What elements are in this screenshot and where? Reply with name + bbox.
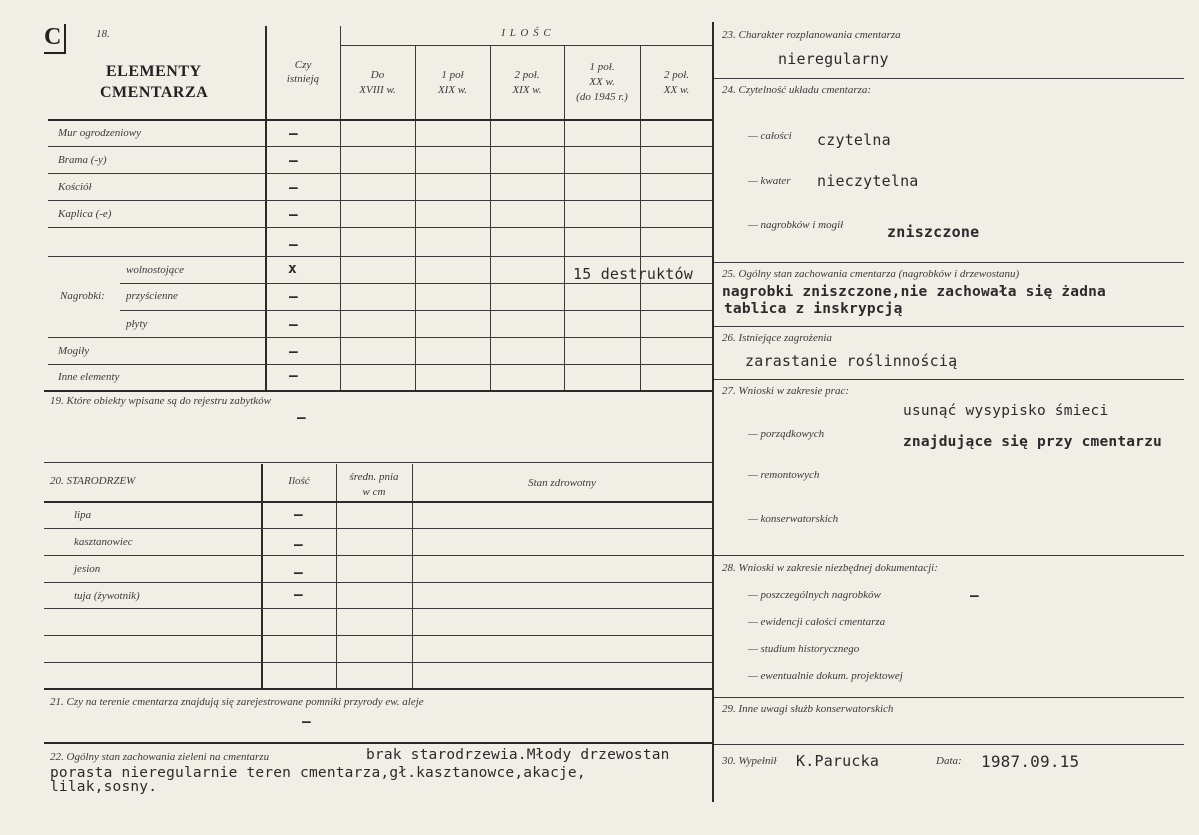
grid-line [48,337,712,338]
s20-col-stan: Stan zdrowotny [528,477,596,489]
grid-line [564,45,565,390]
grid-line [714,744,1184,745]
tree-name: tuja (żywotnik) [74,590,140,602]
s24-calosci-label: — całości [748,130,792,142]
col-header-1xix: 1 poł XIX w. [437,69,468,96]
grid-line [120,310,712,311]
col-header-2xx: 2 poł. XX w. [663,69,690,96]
s20-col-ilosc: Ilość [288,475,310,487]
s21-value: – [302,714,311,730]
s23-value: nieregularny [778,50,889,68]
grid-line [48,227,712,228]
s29-label: 29. Inne uwagi służb konserwatorskich [722,703,894,715]
tree-name: kasztanowiec [74,536,133,548]
grid-line [48,173,712,174]
s25-value-line2: tablica z inskrypcją [724,301,903,317]
tree-count: – [294,537,303,553]
grid-line [490,45,491,390]
grid-line [340,26,341,390]
main-divider [712,22,714,802]
s30-label: 30. Wypełnił [722,755,777,767]
s28-item1-value: – [970,588,979,604]
grid-line [44,501,712,503]
s27-value-line1: usunąć wysypisko śmieci [903,403,1109,419]
section-letter-bar [64,24,66,54]
col-header-czy: Czy istnieją [286,59,320,85]
s25-label: 25. Ogólny stan zachowania cmentarza (nagrobków i drzewostanu) [722,268,1020,280]
grid-line [44,662,712,663]
row-label-wolnostojace: wolnostojące [126,264,185,276]
s18-number: 18. [96,28,110,40]
grid-line [48,256,712,257]
s22-value-line2: porasta nieregularnie teren cmentarza,gł.kasztanowce,akacje, [50,765,586,781]
s24-kwater-value: nieczytelna [817,172,919,190]
grid-line [44,608,712,609]
grid-line [336,464,337,688]
s30-value: K.Parucka [796,752,880,770]
s25-value-line1: nagrobki zniszczone,nie zachowała się żadna [722,284,1106,300]
s30-date-value: 1987.09.15 [981,752,1080,771]
exist-mark: – [289,317,298,333]
row-label-brama: Brama (-y) [58,154,107,166]
grid-line [714,697,1184,698]
grid-line [120,283,712,284]
s28-item2: — ewidencji całości cmentarza [748,616,886,628]
grid-line [714,78,1184,79]
s26-label: 26. Istniejące zagrożenia [722,332,832,344]
row-label-plyty: płyty [126,318,148,330]
s30-date-label: Data: [936,755,962,767]
exist-mark: x [288,261,297,277]
exist-mark: – [289,289,298,305]
col-header-1xx: 1 poł. XX w. (do 1945 r.) [576,61,628,103]
s28-label: 28. Wnioski w zakresie niezbędnej dokumentacji: [722,562,938,574]
row-label-kosciol: Kościół [58,181,92,193]
s24-calosci-value: czytelna [817,131,891,149]
grid-line [640,45,641,390]
s24-nagrobkow-label: — nagrobków i mogił [748,219,844,231]
nagrobki-wolnostojace-value: 15 destruktów [573,265,693,283]
ilosc-header: I L O Ś C [501,27,552,39]
grid-line [48,119,712,121]
s28-item3: — studium historycznego [748,643,860,655]
s27-label: 27. Wnioski w zakresie prac: [722,385,849,397]
grid-line [44,528,712,529]
tree-count: – [294,587,303,603]
grid-line [44,462,712,463]
s24-nagrobkow-value: zniszczone [887,223,980,241]
row-label-mur: Mur ogrodzeniowy [58,127,142,139]
row-label-przyscienne: przyścienne [126,290,178,302]
exist-mark: – [289,207,298,223]
grid-line [714,379,1184,380]
exist-mark: – [289,153,298,169]
exist-mark: – [289,237,298,253]
s24-kwater-label: — kwater [748,175,791,187]
s20-label: 20. STARODRZEW [50,475,136,487]
s20-col-sredn: średn. pnia w cm [349,471,399,498]
nagrobki-label: Nagrobki: [60,290,105,302]
section-letter: C [44,24,62,50]
s18-title-line1: ELEMENTY [106,63,202,80]
s28-item4: — ewentualnie dokum. projektowej [748,670,903,682]
col-header-xviii: Do XVIII w. [359,69,396,96]
exist-mark: – [289,180,298,196]
row-label-kaplica: Kaplica (-e) [58,208,112,220]
exist-mark: – [289,368,298,384]
tree-count: – [294,565,303,581]
s18-title-line2: CMENTARZA [100,84,209,101]
grid-line [714,262,1184,263]
grid-line [714,555,1184,556]
s23-label: 23. Charakter rozplanowania cmentarza [722,29,901,41]
s28-item1: — poszczególnych nagrobków [748,589,881,601]
s27-remontowych-label: — remontowych [748,469,820,481]
row-label-inne: Inne elementy [58,371,120,383]
s24-label: 24. Czytelność układu cmentarza: [722,84,872,96]
row-label-mogily: Mogiły [58,345,90,357]
s22-value-line1: brak starodrzewia.Młody drzewostan [366,747,670,763]
s22-label: 22. Ogólny stan zachowania zieleni na cmentarzu [50,751,270,763]
grid-line [44,582,712,583]
grid-line [44,390,712,392]
s21-label: 21. Czy na terenie cmentarza znajdują się zarejestrowane pomniki przyrody ew. aleje [50,696,424,708]
grid-line [44,635,712,636]
s19-value: – [297,410,306,426]
grid-line [48,146,712,147]
grid-line [48,200,712,201]
s27-konserwatorskich-label: — konserwatorskich [748,513,839,525]
section-letter-underline [44,52,66,54]
grid-line [340,45,713,46]
col-header-2xix: 2 poł. XIX w. [512,69,542,96]
s27-porzadkowych-label: — porządkowych [748,428,825,440]
exist-mark: – [289,344,298,360]
grid-line [265,26,267,390]
s19-label: 19. Które obiekty wpisane są do rejestru zabytków [50,395,271,407]
tree-name: jesion [74,563,101,575]
grid-line [714,326,1184,327]
grid-line [48,364,712,365]
exist-mark: – [289,126,298,142]
s27-value-line2: znajdujące się przy cmentarzu [903,434,1162,450]
grid-line [44,555,712,556]
grid-line [44,742,712,744]
tree-name: lipa [74,509,92,521]
grid-line [412,464,413,688]
s22-value-line3: lilak,sosny. [50,779,158,795]
grid-line [44,688,712,690]
s26-value: zarastanie roślinnością [745,352,958,370]
grid-line [261,464,263,688]
grid-line [415,45,416,390]
tree-count: – [294,507,303,523]
